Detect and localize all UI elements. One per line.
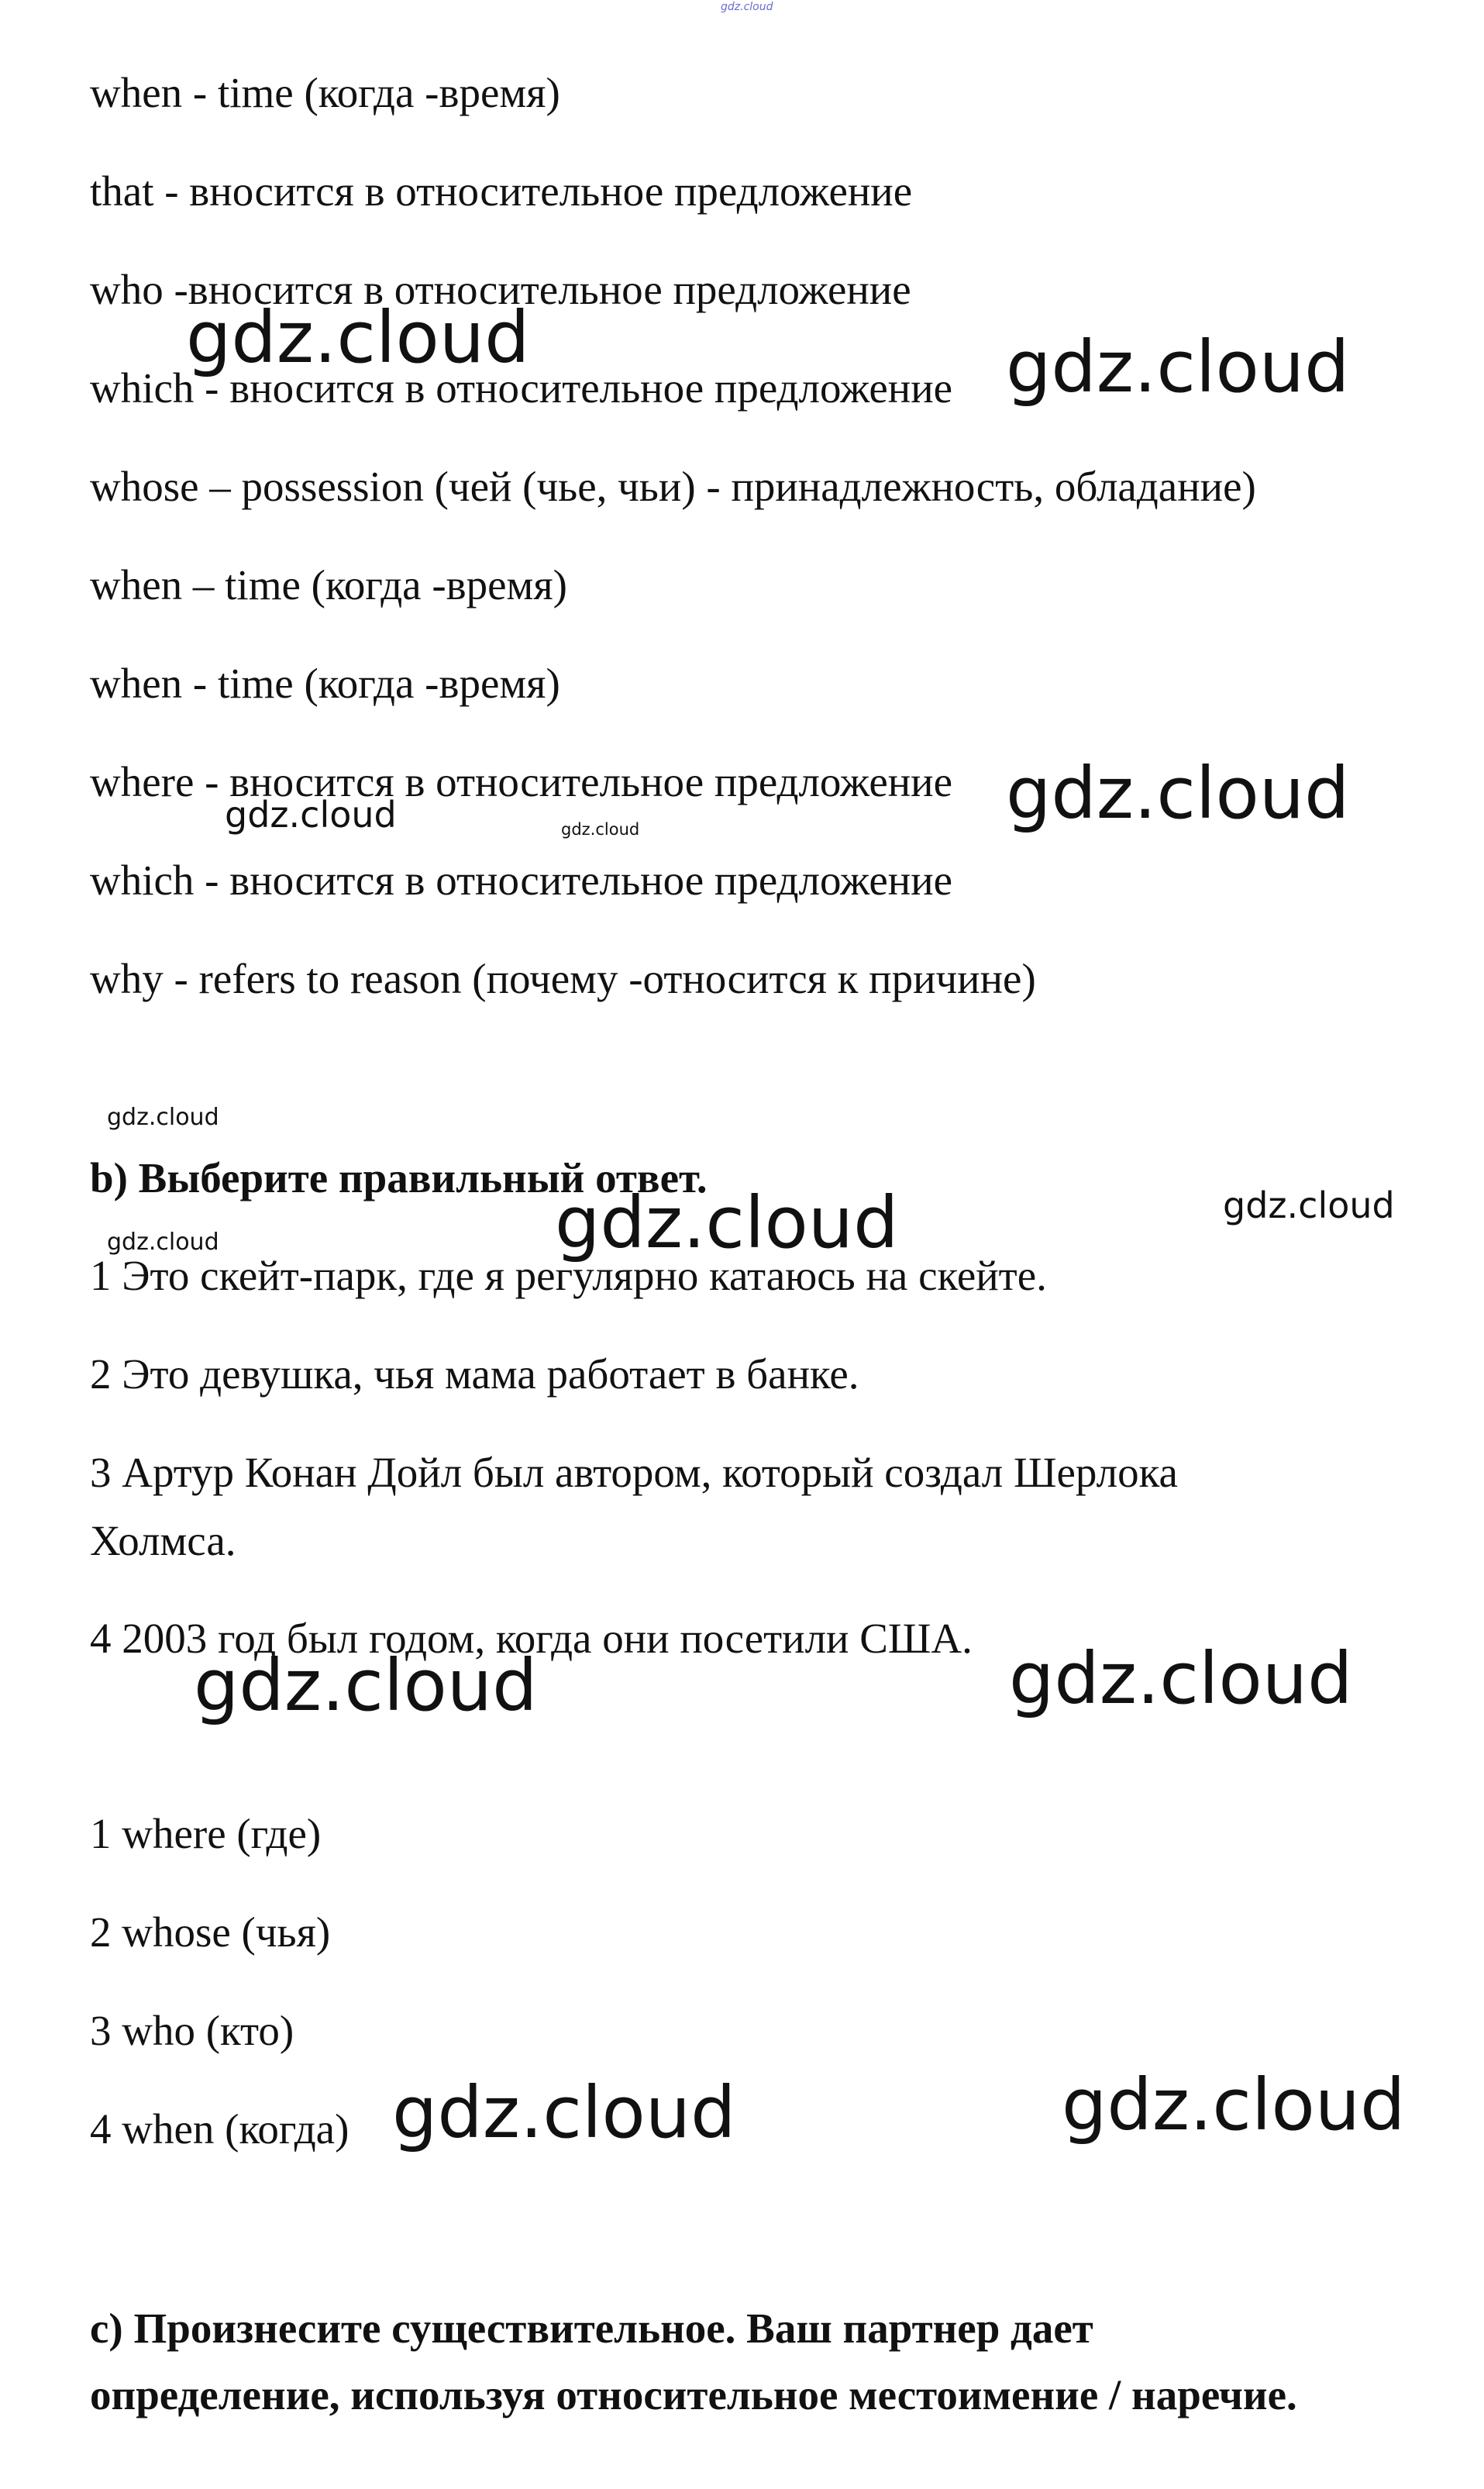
answer-line: why - refers to reason (почему -относится к причине) xyxy=(90,955,1036,1002)
answer-item: 1 where (где) xyxy=(90,1810,322,1857)
watermark: gdz.cloud xyxy=(555,1181,899,1264)
answer-line: who -вносится в относительное предложение xyxy=(90,266,911,313)
answer-line: when - time (когда -время) xyxy=(90,660,560,707)
sentence-line: 4 2003 год был годом, когда они посетили США. xyxy=(90,1615,973,1662)
answer-item: 2 whose (чья) xyxy=(90,1908,331,1956)
answer-line: that - вносится в относительное предложение xyxy=(90,167,913,215)
watermark: gdz.cloud xyxy=(1062,2063,1406,2146)
section-b-heading: b) Выберите правильный ответ. xyxy=(90,1154,708,1201)
answer-item: 4 when (когда) xyxy=(90,2105,349,2153)
answer-line: where - вносится в относительное предложение xyxy=(90,758,953,805)
answer-line: whose – possession (чей (чье, чьи) - принадлежность, обладание) xyxy=(90,463,1256,510)
answer-item: 3 who (кто) xyxy=(90,2007,294,2054)
answer-line: which - вносится в относительное предложение xyxy=(90,857,953,904)
sentence-line: 2 Это девушка, чья мама работает в банке. xyxy=(90,1350,859,1398)
watermark: gdz.cloud xyxy=(225,794,397,836)
answer-line: which - вносится в относительное предложение xyxy=(90,364,953,412)
watermark: gdz.cloud xyxy=(561,820,640,839)
section-c-heading: определение, используя относительное местоимение / наречие. xyxy=(90,2371,1297,2418)
watermark: gdz.cloud xyxy=(721,1,773,13)
section-c-heading: c) Произнесите существительное. Ваш партнер дает xyxy=(90,2305,1093,2352)
watermark: gdz.cloud xyxy=(392,2071,736,2154)
answer-line: when – time (когда -время) xyxy=(90,561,567,608)
watermark: gdz.cloud xyxy=(1009,1637,1353,1720)
sentence-line: Холмса. xyxy=(90,1517,236,1564)
watermark: gdz.cloud xyxy=(1006,326,1350,409)
answer-line: when - time (когда -время) xyxy=(90,69,560,116)
sentence-line: 3 Артур Конан Дойл был автором, который создал Шерлока xyxy=(90,1449,1178,1496)
watermark: gdz.cloud xyxy=(194,1644,538,1727)
sentence-line: 1 Это скейт-парк, где я регулярно катаюсь на скейте. xyxy=(90,1252,1047,1299)
watermark: gdz.cloud xyxy=(1223,1184,1395,1226)
watermark: gdz.cloud xyxy=(107,1104,219,1131)
watermark: gdz.cloud xyxy=(186,296,530,379)
watermark: gdz.cloud xyxy=(1006,752,1350,835)
watermark: gdz.cloud xyxy=(107,1229,219,1256)
